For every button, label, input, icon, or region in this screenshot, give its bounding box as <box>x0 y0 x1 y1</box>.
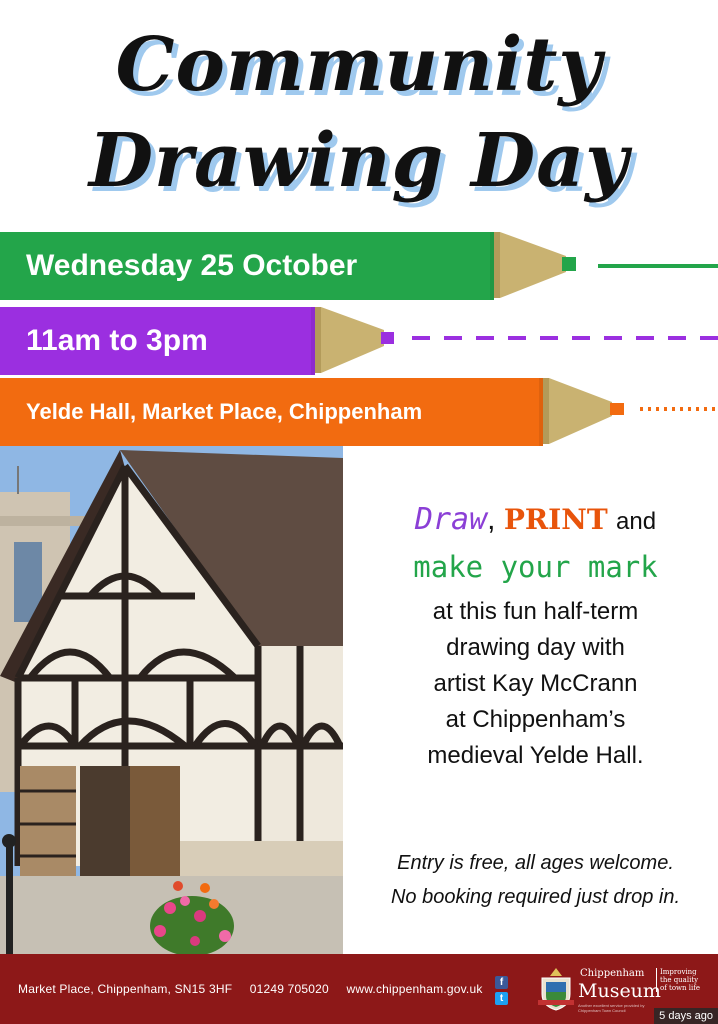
footer-phone: 01249 705020 <box>249 982 329 996</box>
pen-nib-purple <box>315 307 384 373</box>
headline-comma: , <box>487 503 496 536</box>
pen-nib-orange <box>543 378 612 444</box>
footer <box>0 954 718 1024</box>
museum-name-small: Chippenham <box>580 968 645 979</box>
page-title-line1: Community <box>115 22 603 108</box>
museum-tagline: Another excellent service provided by Chippenham Town Council <box>578 1003 645 1013</box>
event-description <box>353 500 718 774</box>
description-line: at this fun half-term <box>432 598 639 625</box>
museum-name: Museum <box>578 980 661 1002</box>
page-title-line2: Drawing Day <box>88 118 630 204</box>
headline-mark: make your mark <box>413 550 658 584</box>
museum-crest-icon <box>536 966 576 1012</box>
venue-text: Yelde Hall, Market Place, Chippenham <box>26 399 423 424</box>
footer-website[interactable]: www.chippenham.gov.uk <box>346 982 483 996</box>
timestamp-badge: 5 days ago <box>654 1008 718 1024</box>
headline-row <box>353 500 718 542</box>
facebook-icon[interactable]: f <box>495 976 508 989</box>
council-tagline: Improving the quality of town life <box>656 968 704 992</box>
pen-tips-graphic <box>0 0 718 460</box>
description-line: medieval Yelde Hall. <box>427 742 644 769</box>
footer-address: Market Place, Chippenham, SN15 3HF <box>18 982 233 996</box>
headline-and: and <box>616 508 657 535</box>
description-body <box>353 594 718 774</box>
time-text: 11am to 3pm <box>26 324 208 357</box>
headline-print: PRINT <box>503 503 608 536</box>
headline-draw: Draw <box>414 502 488 537</box>
yelde-hall-photo <box>0 446 343 954</box>
footer-contact <box>18 982 497 996</box>
pen-nib-green <box>494 232 566 298</box>
entry-line: No booking required just drop in. <box>390 886 681 908</box>
twitter-icon[interactable]: t <box>495 992 508 1005</box>
pen-tip-orange <box>610 403 624 415</box>
entry-line: Entry is free, all ages welcome. <box>397 852 674 874</box>
social-icons <box>495 976 509 1008</box>
entry-info <box>353 846 718 914</box>
description-line: drawing day with <box>446 634 625 661</box>
date-text: Wednesday 25 October <box>26 249 358 282</box>
pen-tip-purple <box>381 332 394 344</box>
description-line: artist Kay McCrann <box>433 670 638 697</box>
description-line: at Chippenham’s <box>445 706 626 733</box>
pen-tip-green <box>562 257 576 271</box>
